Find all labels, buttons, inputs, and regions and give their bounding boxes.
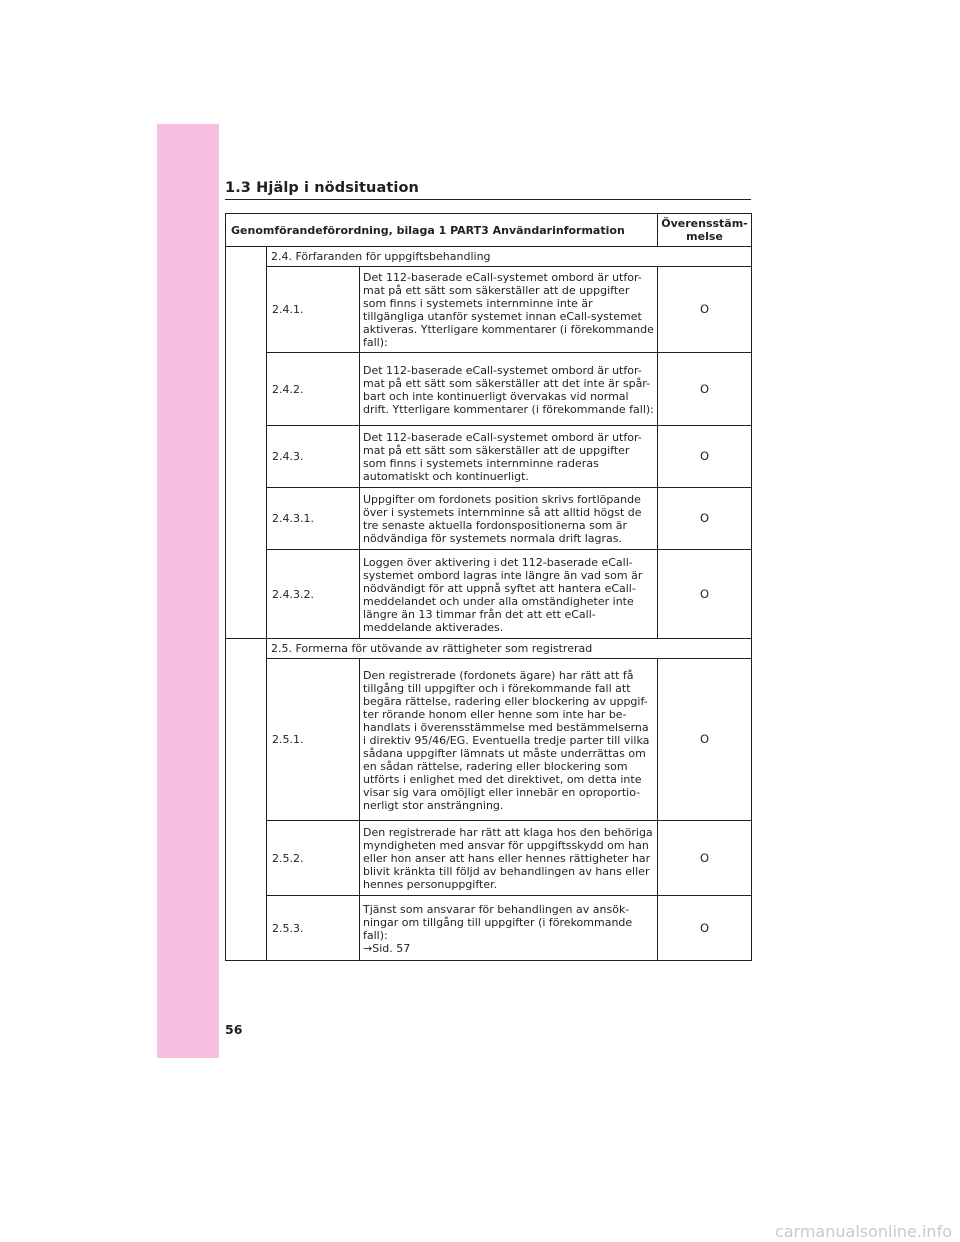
group-title: 2.4. Förfaranden för uppgiftsbehandling	[267, 247, 752, 267]
row-description: Den registrerade (fordonets ägare) har rätt att få tillgång till uppgifter och i förekommande fall att begära rättelse, radering eller blockering av uppgif-ter rörande honom eller henne som inte har be-handlats i överensstämmelse med bestämmelserna i direktiv 95/46/EG. Eventuella tredje parter till vilka sådana uppgifter lämnats ut måste underrättas om en sådan rättelse, radering eller blockering som utförts i enlighet med det direktivet, om detta inte visar sig vara omöjligt eller innebär en oproportio-nerligt stor ansträngning.	[360, 659, 658, 821]
table-row	[226, 426, 752, 488]
row-description: Det 112-baserade eCall-systemet ombord är utfor-mat på ett sätt som säkerställer att de uppgifter som finns i systemets internminne inte är tillgängliga utanför systemet innan eCall-systemet aktiveras. Ytterligare kommentarer (i förekommande fall):	[360, 267, 658, 353]
row-description: Uppgifter om fordonets position skrivs fortlöpande över i systemets internminne så att alltid högst de tre senaste aktuella fordonspositionerna som är nödvändiga för systemets normala drift lagras.	[360, 488, 658, 550]
row-number: 2.4.3.	[267, 426, 360, 488]
blank-cell	[226, 247, 267, 267]
blank-cell	[226, 267, 267, 353]
chapter-sidebar-tab	[157, 124, 219, 1058]
row-conformity-value: O	[658, 659, 752, 821]
blank-cell	[226, 896, 267, 961]
row-description: Den registrerade har rätt att klaga hos den behöriga myndigheten med ansvar för uppgiftsskydd om han eller hon anser att hans eller hennes rättigheter har blivit kränkta till följd av behandlingen av hans eller hennes personuppgifter.	[360, 821, 658, 896]
row-number: 2.5.3.	[267, 896, 360, 961]
header-conformity: Överensstäm-melse	[658, 214, 752, 247]
row-number: 2.4.3.2.	[267, 550, 360, 639]
section-title: 1.3 Hjälp i nödsituation	[225, 180, 419, 196]
blank-cell	[226, 659, 267, 821]
table-row	[226, 267, 752, 353]
table-row	[226, 896, 752, 961]
row-number: 2.5.2.	[267, 821, 360, 896]
table-row	[226, 550, 752, 639]
group-title: 2.5. Formerna för utövande av rättigheter som registrerad	[267, 639, 752, 659]
group-title-row	[226, 247, 752, 267]
row-conformity-value: O	[658, 821, 752, 896]
row-number: 2.4.1.	[267, 267, 360, 353]
row-description-text: Tjänst som ansvarar för behandlingen av ansök-ningar om tillgång till uppgifter (i förekommande fall):	[363, 902, 633, 942]
arrow-right-icon: →	[363, 941, 373, 955]
row-conformity-value: O	[658, 550, 752, 639]
page-reference-link[interactable]: Sid. 57	[372, 941, 411, 955]
blank-cell	[226, 488, 267, 550]
table-row	[226, 821, 752, 896]
title-divider	[225, 199, 751, 200]
table-row	[226, 488, 752, 550]
row-number: 2.4.3.1.	[267, 488, 360, 550]
row-number: 2.4.2.	[267, 353, 360, 426]
row-conformity-value: O	[658, 426, 752, 488]
specification-table	[225, 213, 752, 961]
blank-cell	[226, 353, 267, 426]
row-conformity-value: O	[658, 488, 752, 550]
table-row	[226, 353, 752, 426]
table-row	[226, 659, 752, 821]
row-description	[360, 896, 658, 961]
row-description: Det 112-baserade eCall-systemet ombord är utfor-mat på ett sätt som säkerställer att de uppgifter som finns i systemets internminne raderas automatiskt och kontinuerligt.	[360, 426, 658, 488]
blank-cell	[226, 639, 267, 659]
blank-cell	[226, 550, 267, 639]
watermark: carmanualsonline.info	[774, 1222, 952, 1241]
blank-cell	[226, 426, 267, 488]
row-description: Det 112-baserade eCall-systemet ombord är utfor-mat på ett sätt som säkerställer att det inte är spår-bart och inte kontinuerligt övervakas vid normal drift. Ytterligare kommentarer (i förekommande fall):	[360, 353, 658, 426]
page-number: 56	[225, 1022, 243, 1037]
row-conformity-value: O	[658, 267, 752, 353]
row-number: 2.5.1.	[267, 659, 360, 821]
table-header-row	[226, 214, 752, 247]
row-conformity-value: O	[658, 896, 752, 961]
header-regulation: Genomförandeförordning, bilaga 1 PART3 Användarinformation	[226, 214, 658, 247]
group-title-row	[226, 639, 752, 659]
row-conformity-value: O	[658, 353, 752, 426]
row-description: Loggen över aktivering i det 112-baserade eCall-systemet ombord lagras inte längre än vad som är nödvändigt för att uppnå syftet att hantera eCall-meddelandet och under alla omständigheter inte längre än 13 timmar från det att ett eCall-meddelande aktiverades.	[360, 550, 658, 639]
blank-cell	[226, 821, 267, 896]
